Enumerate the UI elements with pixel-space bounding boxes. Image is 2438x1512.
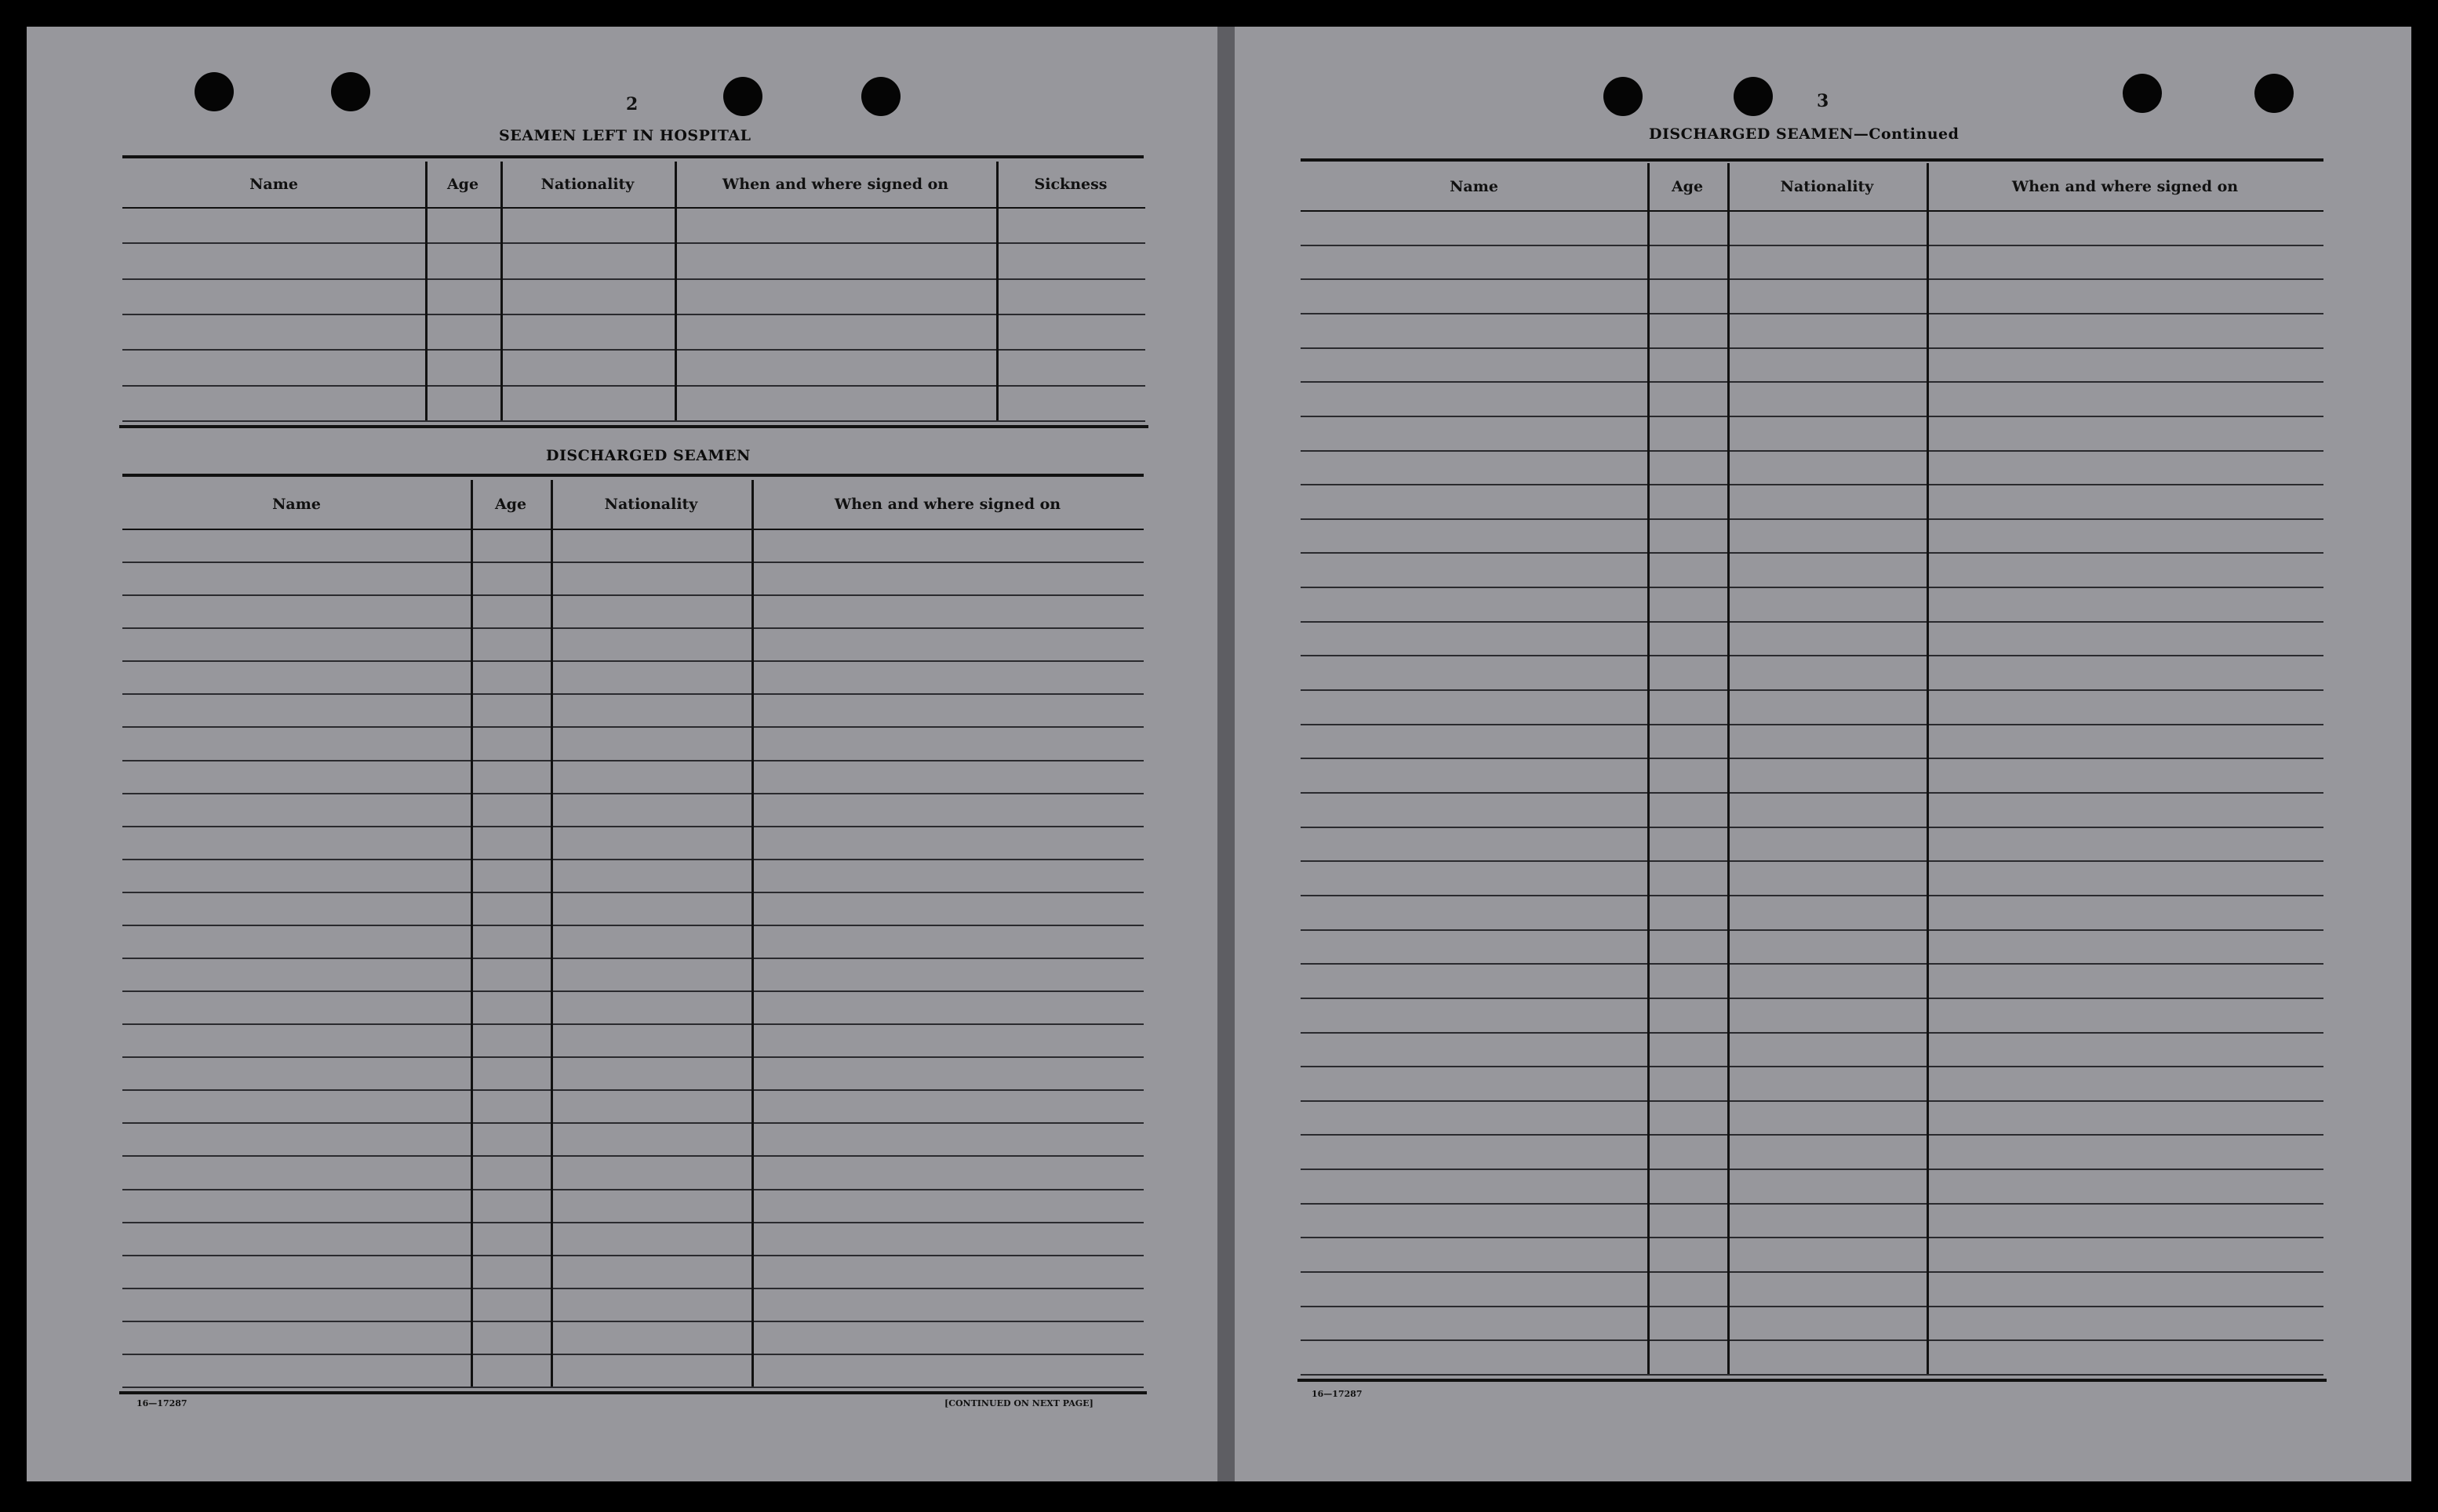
- column-divider: [1647, 163, 1650, 1374]
- row-line: [1301, 621, 2323, 623]
- row-line: [122, 1056, 1144, 1058]
- row-line: [122, 1023, 1144, 1025]
- row-line: [1301, 1203, 2323, 1205]
- row-line: [122, 420, 1145, 422]
- row-line: [122, 627, 1144, 629]
- row-line: [1301, 827, 2323, 828]
- row-line: [1301, 587, 2323, 588]
- row-line: [1301, 1032, 2323, 1034]
- row-line: [122, 1255, 1144, 1256]
- row-line: [122, 990, 1144, 992]
- row-line: [1301, 1271, 2323, 1273]
- row-line: [1301, 416, 2323, 417]
- punch-hole: [861, 77, 901, 116]
- row-line: [122, 958, 1144, 959]
- section-rule: [122, 155, 1144, 158]
- row-line: [1301, 929, 2323, 931]
- row-line: [1301, 1100, 2323, 1102]
- row-line: [1301, 1374, 2323, 1376]
- punch-hole: [1734, 77, 1773, 116]
- row-line: [1301, 1306, 2323, 1307]
- section-rule: [1301, 158, 2323, 162]
- table-bottom-rule: [119, 1391, 1147, 1394]
- header-rule: [122, 207, 1145, 209]
- row-line: [122, 660, 1144, 662]
- table-bottom-rule: [119, 425, 1148, 428]
- row-line: [122, 1222, 1144, 1223]
- row-line: [1301, 484, 2323, 485]
- section-title-discharged: DISCHARGED SEAMEN: [546, 447, 751, 464]
- column-divider: [551, 480, 553, 1387]
- row-line: [122, 278, 1145, 280]
- row-line: [1301, 1339, 2323, 1341]
- row-line: [122, 1321, 1144, 1322]
- row-line: [122, 314, 1145, 315]
- row-line: [122, 859, 1144, 860]
- column-header: Sickness: [1034, 176, 1108, 193]
- section-rule: [122, 474, 1144, 477]
- punch-hole: [331, 72, 370, 111]
- column-divider: [471, 480, 473, 1387]
- row-line: [1301, 895, 2323, 896]
- row-line: [122, 1354, 1144, 1355]
- column-header: When and where signed on: [722, 176, 949, 193]
- page-number: 3: [1817, 91, 1829, 111]
- row-line: [122, 760, 1144, 761]
- section-title-hospital: SEAMEN LEFT IN HOSPITAL: [499, 127, 751, 144]
- row-line: [1301, 689, 2323, 691]
- column-header: Nationality: [540, 176, 635, 193]
- column-header: Age: [1671, 178, 1704, 195]
- row-line: [1301, 1066, 2323, 1067]
- page-fold: [1217, 27, 1235, 1481]
- row-line: [122, 1089, 1144, 1091]
- column-header: Name: [272, 496, 321, 513]
- row-line: [1301, 245, 2323, 246]
- table-bottom-rule: [1297, 1379, 2327, 1382]
- row-line: [1301, 1237, 2323, 1238]
- row-line: [1301, 450, 2323, 452]
- row-line: [122, 385, 1145, 387]
- row-line: [1301, 1169, 2323, 1170]
- row-line: [122, 892, 1144, 893]
- column-header: Nationality: [1780, 178, 1874, 195]
- column-divider: [1727, 163, 1730, 1374]
- row-line: [122, 242, 1145, 244]
- row-line: [1301, 963, 2323, 965]
- continued-note: [CONTINUED ON NEXT PAGE]: [944, 1398, 1093, 1408]
- row-line: [122, 693, 1144, 695]
- column-header: Nationality: [604, 496, 698, 513]
- column-divider: [751, 480, 754, 1387]
- header-rule: [122, 529, 1144, 530]
- column-divider: [500, 162, 503, 420]
- row-line: [1301, 724, 2323, 725]
- row-line: [122, 925, 1144, 926]
- punch-hole: [723, 77, 762, 116]
- form-number: 16—17287: [1312, 1389, 1363, 1399]
- column-header: Name: [1450, 178, 1498, 195]
- punch-hole: [195, 72, 234, 111]
- row-line: [122, 793, 1144, 794]
- column-divider: [996, 162, 999, 420]
- row-line: [1301, 347, 2323, 349]
- row-line: [1301, 655, 2323, 656]
- row-line: [1301, 381, 2323, 383]
- row-line: [122, 562, 1144, 563]
- row-line: [1301, 313, 2323, 314]
- punch-hole: [2123, 74, 2162, 113]
- column-divider: [675, 162, 677, 420]
- row-line: [1301, 278, 2323, 280]
- column-header: When and where signed on: [2011, 178, 2239, 195]
- row-line: [122, 349, 1145, 351]
- row-line: [1301, 552, 2323, 554]
- row-line: [122, 826, 1144, 827]
- column-header: Name: [249, 176, 298, 193]
- column-divider: [1927, 163, 1929, 1374]
- row-line: [1301, 758, 2323, 759]
- row-line: [122, 1387, 1144, 1388]
- row-line: [122, 1189, 1144, 1190]
- row-line: [1301, 1134, 2323, 1136]
- row-line: [122, 1155, 1144, 1157]
- header-rule: [1301, 210, 2323, 212]
- page-number: 2: [626, 94, 639, 114]
- column-header: Age: [446, 176, 479, 193]
- row-line: [122, 726, 1144, 728]
- row-line: [1301, 792, 2323, 794]
- row-line: [122, 594, 1144, 596]
- punch-hole: [2254, 74, 2294, 113]
- column-header: When and where signed on: [834, 496, 1061, 513]
- section-title-discharged-continued: DISCHARGED SEAMEN—Continued: [1649, 125, 1959, 143]
- row-line: [1301, 998, 2323, 999]
- row-line: [122, 1122, 1144, 1124]
- punch-hole: [1603, 77, 1643, 116]
- row-line: [1301, 860, 2323, 862]
- column-header: Age: [494, 496, 527, 513]
- form-number: 16—17287: [136, 1398, 187, 1408]
- column-divider: [425, 162, 428, 420]
- row-line: [122, 1288, 1144, 1289]
- row-line: [1301, 518, 2323, 520]
